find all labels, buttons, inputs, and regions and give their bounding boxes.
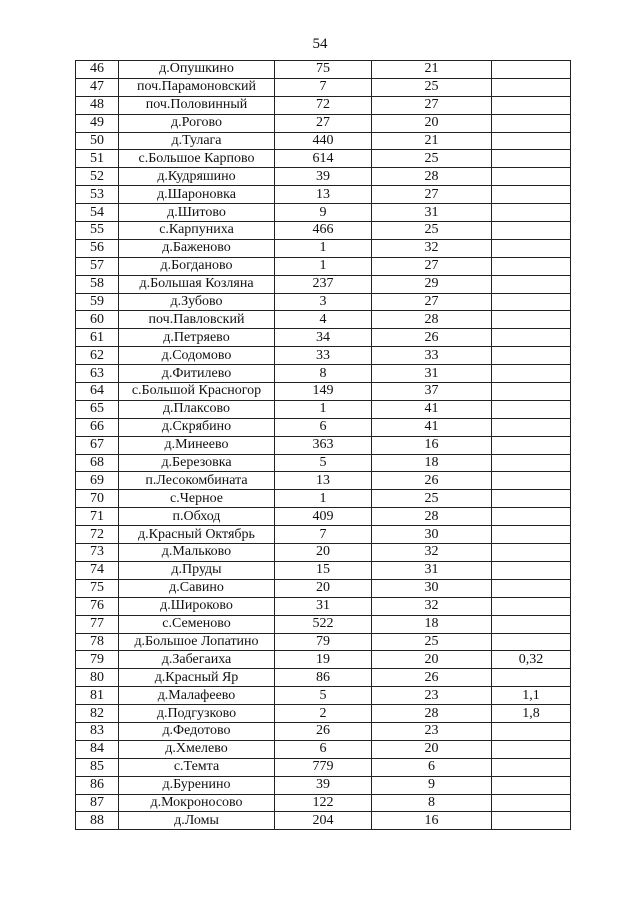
distance-cell: 32 — [372, 544, 492, 562]
row-number-cell: 81 — [76, 687, 119, 705]
settlement-name-cell: с.Темта — [119, 758, 275, 776]
extra-value-cell — [492, 150, 571, 168]
settlement-name-cell: д.Зубово — [119, 293, 275, 311]
population-cell: 31 — [275, 597, 372, 615]
settlement-name-cell: д.Петряево — [119, 329, 275, 347]
population-cell: 5 — [275, 687, 372, 705]
extra-value-cell — [492, 454, 571, 472]
table-row — [76, 257, 571, 275]
population-cell: 72 — [275, 96, 372, 114]
population-cell: 779 — [275, 758, 372, 776]
extra-value-cell — [492, 168, 571, 186]
distance-cell: 23 — [372, 722, 492, 740]
extra-value-cell — [492, 78, 571, 96]
extra-value-cell — [492, 472, 571, 490]
population-cell: 39 — [275, 776, 372, 794]
table-row — [76, 293, 571, 311]
extra-value-cell: 1,8 — [492, 705, 571, 723]
distance-cell: 16 — [372, 812, 492, 830]
settlements-table — [75, 60, 571, 830]
distance-cell: 31 — [372, 204, 492, 222]
row-number-cell: 57 — [76, 257, 119, 275]
distance-cell: 32 — [372, 597, 492, 615]
row-number-cell: 74 — [76, 561, 119, 579]
settlement-name-cell: д.Большая Козляна — [119, 275, 275, 293]
row-number-cell: 46 — [76, 61, 119, 79]
distance-cell: 27 — [372, 257, 492, 275]
distance-cell: 25 — [372, 150, 492, 168]
extra-value-cell — [492, 186, 571, 204]
distance-cell: 28 — [372, 311, 492, 329]
population-cell: 409 — [275, 508, 372, 526]
extra-value-cell — [492, 204, 571, 222]
table-row — [76, 687, 571, 705]
row-number-cell: 88 — [76, 812, 119, 830]
extra-value-cell — [492, 812, 571, 830]
population-cell: 15 — [275, 561, 372, 579]
settlement-name-cell: с.Большое Карпово — [119, 150, 275, 168]
settlement-name-cell: д.Малафеево — [119, 687, 275, 705]
population-cell: 27 — [275, 114, 372, 132]
population-cell: 466 — [275, 222, 372, 240]
row-number-cell: 59 — [76, 293, 119, 311]
settlement-name-cell: д.Рогово — [119, 114, 275, 132]
settlement-name-cell: д.Плаксово — [119, 400, 275, 418]
extra-value-cell — [492, 61, 571, 79]
extra-value-cell — [492, 615, 571, 633]
distance-cell: 25 — [372, 222, 492, 240]
distance-cell: 23 — [372, 687, 492, 705]
row-number-cell: 85 — [76, 758, 119, 776]
table-row — [76, 150, 571, 168]
extra-value-cell — [492, 275, 571, 293]
extra-value-cell — [492, 418, 571, 436]
distance-cell: 26 — [372, 669, 492, 687]
extra-value-cell — [492, 597, 571, 615]
row-number-cell: 61 — [76, 329, 119, 347]
extra-value-cell — [492, 222, 571, 240]
distance-cell: 27 — [372, 186, 492, 204]
row-number-cell: 66 — [76, 418, 119, 436]
table-row — [76, 418, 571, 436]
settlement-name-cell: д.Опушкино — [119, 61, 275, 79]
settlement-name-cell: д.Шитово — [119, 204, 275, 222]
settlement-name-cell: д.Красный Октябрь — [119, 526, 275, 544]
row-number-cell: 83 — [76, 722, 119, 740]
row-number-cell: 60 — [76, 311, 119, 329]
table-row — [76, 812, 571, 830]
table-row — [76, 740, 571, 758]
settlement-name-cell: д.Березовка — [119, 454, 275, 472]
extra-value-cell — [492, 400, 571, 418]
extra-value-cell — [492, 132, 571, 150]
population-cell: 237 — [275, 275, 372, 293]
distance-cell: 41 — [372, 418, 492, 436]
extra-value-cell — [492, 722, 571, 740]
row-number-cell: 62 — [76, 347, 119, 365]
row-number-cell: 52 — [76, 168, 119, 186]
distance-cell: 27 — [372, 96, 492, 114]
distance-cell: 28 — [372, 508, 492, 526]
population-cell: 3 — [275, 293, 372, 311]
population-cell: 2 — [275, 705, 372, 723]
population-cell: 4 — [275, 311, 372, 329]
row-number-cell: 69 — [76, 472, 119, 490]
table-row — [76, 633, 571, 651]
distance-cell: 31 — [372, 365, 492, 383]
extra-value-cell — [492, 544, 571, 562]
population-cell: 75 — [275, 61, 372, 79]
table-row — [76, 204, 571, 222]
settlement-name-cell: д.Большое Лопатино — [119, 633, 275, 651]
table-row — [76, 347, 571, 365]
extra-value-cell — [492, 669, 571, 687]
population-cell: 1 — [275, 490, 372, 508]
row-number-cell: 68 — [76, 454, 119, 472]
table-row — [76, 615, 571, 633]
distance-cell: 6 — [372, 758, 492, 776]
row-number-cell: 71 — [76, 508, 119, 526]
population-cell: 20 — [275, 544, 372, 562]
extra-value-cell — [492, 561, 571, 579]
extra-value-cell — [492, 794, 571, 812]
population-cell: 6 — [275, 418, 372, 436]
population-cell: 614 — [275, 150, 372, 168]
extra-value-cell — [492, 436, 571, 454]
population-cell: 34 — [275, 329, 372, 347]
population-cell: 1 — [275, 400, 372, 418]
table-row — [76, 400, 571, 418]
distance-cell: 31 — [372, 561, 492, 579]
row-number-cell: 56 — [76, 239, 119, 257]
table-row — [76, 651, 571, 669]
row-number-cell: 65 — [76, 400, 119, 418]
settlement-name-cell: поч.Парамоновский — [119, 78, 275, 96]
population-cell: 363 — [275, 436, 372, 454]
population-cell: 39 — [275, 168, 372, 186]
table-body — [76, 61, 571, 830]
population-cell: 79 — [275, 633, 372, 651]
distance-cell: 26 — [372, 472, 492, 490]
settlement-name-cell: д.Савино — [119, 579, 275, 597]
settlement-name-cell: п.Обход — [119, 508, 275, 526]
row-number-cell: 70 — [76, 490, 119, 508]
extra-value-cell — [492, 740, 571, 758]
settlement-name-cell: поч.Павловский — [119, 311, 275, 329]
settlement-name-cell: д.Федотово — [119, 722, 275, 740]
settlement-name-cell: с.Большой Красногор — [119, 383, 275, 401]
row-number-cell: 78 — [76, 633, 119, 651]
extra-value-cell — [492, 508, 571, 526]
distance-cell: 27 — [372, 293, 492, 311]
row-number-cell: 75 — [76, 579, 119, 597]
distance-cell: 32 — [372, 239, 492, 257]
settlement-name-cell: д.Тулага — [119, 132, 275, 150]
distance-cell: 18 — [372, 615, 492, 633]
settlement-name-cell: д.Мальково — [119, 544, 275, 562]
row-number-cell: 50 — [76, 132, 119, 150]
extra-value-cell — [492, 347, 571, 365]
table-row — [76, 705, 571, 723]
population-cell: 5 — [275, 454, 372, 472]
row-number-cell: 67 — [76, 436, 119, 454]
table-row — [76, 436, 571, 454]
distance-cell: 25 — [372, 78, 492, 96]
table-row — [76, 186, 571, 204]
table-row — [76, 508, 571, 526]
table-row — [76, 132, 571, 150]
extra-value-cell — [492, 490, 571, 508]
table-row — [76, 544, 571, 562]
population-cell: 204 — [275, 812, 372, 830]
table-row — [76, 383, 571, 401]
row-number-cell: 73 — [76, 544, 119, 562]
population-cell: 8 — [275, 365, 372, 383]
settlement-name-cell: с.Черное — [119, 490, 275, 508]
settlement-name-cell: д.Фитилево — [119, 365, 275, 383]
row-number-cell: 86 — [76, 776, 119, 794]
distance-cell: 25 — [372, 633, 492, 651]
table-row — [76, 365, 571, 383]
settlement-name-cell: д.Ломы — [119, 812, 275, 830]
table-row — [76, 669, 571, 687]
row-number-cell: 87 — [76, 794, 119, 812]
extra-value-cell — [492, 579, 571, 597]
row-number-cell: 54 — [76, 204, 119, 222]
settlement-name-cell: д.Кудряшино — [119, 168, 275, 186]
row-number-cell: 48 — [76, 96, 119, 114]
settlement-name-cell: д.Баженово — [119, 239, 275, 257]
row-number-cell: 55 — [76, 222, 119, 240]
distance-cell: 20 — [372, 740, 492, 758]
distance-cell: 33 — [372, 347, 492, 365]
population-cell: 149 — [275, 383, 372, 401]
settlement-name-cell: д.Широково — [119, 597, 275, 615]
population-cell: 86 — [275, 669, 372, 687]
population-cell: 20 — [275, 579, 372, 597]
distance-cell: 25 — [372, 490, 492, 508]
row-number-cell: 47 — [76, 78, 119, 96]
row-number-cell: 82 — [76, 705, 119, 723]
extra-value-cell — [492, 365, 571, 383]
settlement-name-cell: поч.Половинный — [119, 96, 275, 114]
table-row — [76, 526, 571, 544]
extra-value-cell — [492, 293, 571, 311]
row-number-cell: 72 — [76, 526, 119, 544]
population-cell: 6 — [275, 740, 372, 758]
table-row — [76, 311, 571, 329]
population-cell: 7 — [275, 78, 372, 96]
settlement-name-cell: д.Забегаиха — [119, 651, 275, 669]
distance-cell: 28 — [372, 168, 492, 186]
extra-value-cell — [492, 383, 571, 401]
table-row — [76, 561, 571, 579]
row-number-cell: 63 — [76, 365, 119, 383]
row-number-cell: 76 — [76, 597, 119, 615]
distance-cell: 29 — [372, 275, 492, 293]
table-row — [76, 275, 571, 293]
extra-value-cell: 1,1 — [492, 687, 571, 705]
population-cell: 13 — [275, 186, 372, 204]
population-cell: 13 — [275, 472, 372, 490]
distance-cell: 30 — [372, 579, 492, 597]
population-cell: 33 — [275, 347, 372, 365]
row-number-cell: 49 — [76, 114, 119, 132]
table-row — [76, 794, 571, 812]
row-number-cell: 64 — [76, 383, 119, 401]
settlement-name-cell: д.Подгузково — [119, 705, 275, 723]
extra-value-cell — [492, 526, 571, 544]
table-row — [76, 579, 571, 597]
extra-value-cell: 0,32 — [492, 651, 571, 669]
row-number-cell: 79 — [76, 651, 119, 669]
table-row — [76, 96, 571, 114]
settlement-name-cell: д.Содомово — [119, 347, 275, 365]
settlement-name-cell: д.Шароновка — [119, 186, 275, 204]
extra-value-cell — [492, 776, 571, 794]
extra-value-cell — [492, 114, 571, 132]
population-cell: 1 — [275, 257, 372, 275]
extra-value-cell — [492, 96, 571, 114]
table-row — [76, 597, 571, 615]
table-row — [76, 239, 571, 257]
settlement-name-cell: с.Карпуниха — [119, 222, 275, 240]
row-number-cell: 77 — [76, 615, 119, 633]
population-cell: 9 — [275, 204, 372, 222]
row-number-cell: 53 — [76, 186, 119, 204]
table-row — [76, 61, 571, 79]
table-row — [76, 490, 571, 508]
population-cell: 7 — [275, 526, 372, 544]
row-number-cell: 51 — [76, 150, 119, 168]
distance-cell: 26 — [372, 329, 492, 347]
extra-value-cell — [492, 311, 571, 329]
settlement-name-cell: д.Пруды — [119, 561, 275, 579]
table-row — [76, 114, 571, 132]
settlement-name-cell: д.Скрябино — [119, 418, 275, 436]
extra-value-cell — [492, 758, 571, 776]
table-row — [76, 78, 571, 96]
page-number: 54 — [312, 36, 328, 52]
table-row — [76, 222, 571, 240]
row-number-cell: 84 — [76, 740, 119, 758]
distance-cell: 20 — [372, 114, 492, 132]
settlement-name-cell: д.Красный Яр — [119, 669, 275, 687]
extra-value-cell — [492, 239, 571, 257]
population-cell: 1 — [275, 239, 372, 257]
distance-cell: 20 — [372, 651, 492, 669]
table-row — [76, 329, 571, 347]
table-row — [76, 472, 571, 490]
extra-value-cell — [492, 257, 571, 275]
extra-value-cell — [492, 329, 571, 347]
distance-cell: 21 — [372, 61, 492, 79]
distance-cell: 37 — [372, 383, 492, 401]
settlement-name-cell: п.Лесокомбината — [119, 472, 275, 490]
settlement-name-cell: д.Буренино — [119, 776, 275, 794]
distance-cell: 28 — [372, 705, 492, 723]
row-number-cell: 80 — [76, 669, 119, 687]
settlement-name-cell: с.Семеново — [119, 615, 275, 633]
row-number-cell: 58 — [76, 275, 119, 293]
table-row — [76, 168, 571, 186]
population-cell: 122 — [275, 794, 372, 812]
distance-cell: 18 — [372, 454, 492, 472]
population-cell: 19 — [275, 651, 372, 669]
population-cell: 522 — [275, 615, 372, 633]
settlement-name-cell: д.Минеево — [119, 436, 275, 454]
settlement-name-cell: д.Мокроносово — [119, 794, 275, 812]
distance-cell: 30 — [372, 526, 492, 544]
distance-cell: 8 — [372, 794, 492, 812]
table-row — [76, 454, 571, 472]
distance-cell: 21 — [372, 132, 492, 150]
distance-cell: 16 — [372, 436, 492, 454]
extra-value-cell — [492, 633, 571, 651]
settlement-name-cell: д.Богданово — [119, 257, 275, 275]
population-cell: 26 — [275, 722, 372, 740]
distance-cell: 41 — [372, 400, 492, 418]
population-cell: 440 — [275, 132, 372, 150]
table-row — [76, 776, 571, 794]
settlement-name-cell: д.Хмелево — [119, 740, 275, 758]
distance-cell: 9 — [372, 776, 492, 794]
table-row — [76, 722, 571, 740]
table-row — [76, 758, 571, 776]
